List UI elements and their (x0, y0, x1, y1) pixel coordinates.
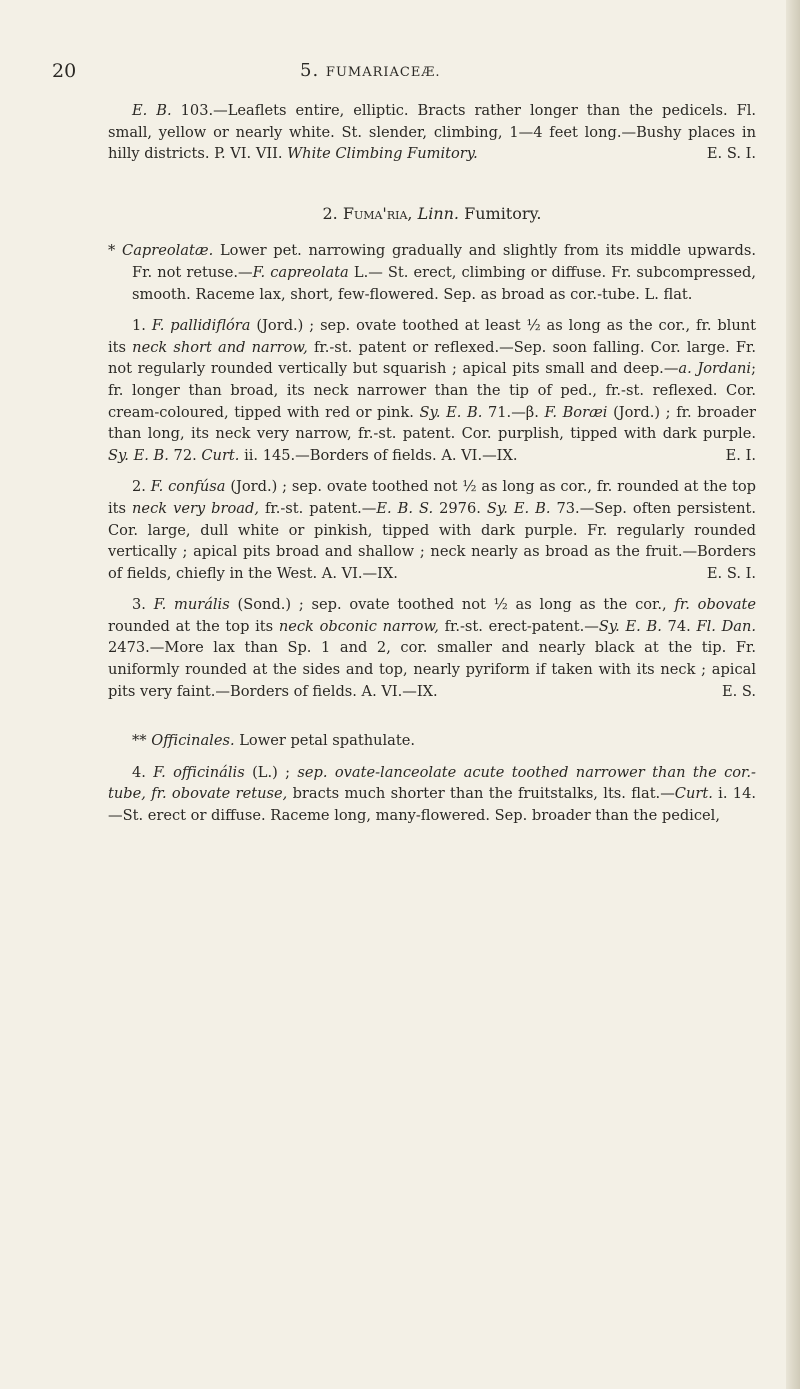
genus-heading (108, 203, 756, 225)
intro-paragraph (108, 100, 756, 165)
species-text: fr.-st. patent.— (264, 499, 377, 517)
species-3 (108, 594, 756, 702)
species-ref: Sy. E. B. (598, 617, 662, 635)
intro-num: 103. (180, 102, 214, 119)
species-fruit: fr. obovate (674, 596, 757, 614)
intro-english-name: White Climbing Fumitory. (287, 145, 478, 163)
species-region: E. S. I. (706, 564, 756, 582)
species-text: fr.-st. patent or reflexed.—Sep. soon falling. Cor. large. Fr. not regularly rounded vertically but squarish ; apical pits small and deep.— (108, 338, 756, 378)
species-text: 71.—β. (487, 403, 539, 421)
running-head-number: 5. (300, 60, 320, 81)
species-ref: Sy. E. B. (486, 499, 551, 517)
section-name: Capreolatæ. (122, 242, 214, 260)
page-edge-shadow (786, 0, 800, 1389)
species-ref: Sy. E. B. (108, 446, 169, 464)
species-4 (108, 762, 756, 827)
species-text: 72. (173, 446, 197, 464)
intro-text: —Leaflets entire, elliptic. Bracts rather longer than the pedicels. Fl. small, yellow or nearly white. St. slender, climbing, 1—4 feet long.—Bushy places in hilly districts. P. VI. VII. (108, 102, 756, 163)
species-text: (Jord.) ; sep. ovate toothed not ½ as long as cor., fr. rounded at the top its (108, 478, 756, 517)
species-num: 3. (132, 596, 146, 614)
species-text: rounded at the top its (108, 617, 274, 635)
body-text (108, 100, 756, 837)
species-2 (108, 476, 756, 584)
section-officinales (108, 730, 756, 752)
section-synonym: F. capreolata (252, 263, 349, 281)
species-text: fr.-st. erect-patent.— (444, 617, 599, 635)
species-num: 4. (132, 763, 146, 781)
section-mark: * (108, 242, 116, 260)
species-text: bracts much shorter than the fruitstalks, lts. flat.— (292, 785, 675, 803)
section-mark: ** (132, 732, 147, 750)
species-ref: Fl. Dan. (696, 617, 757, 635)
species-ref: E. B. S. (376, 499, 434, 517)
section-name: Officinales. (151, 732, 235, 750)
species-neck: neck very broad, (132, 499, 259, 517)
species-description: sep. ovate-lanceolate acute toothed narrower than the cor.-tube, fr. obovate retuse, (108, 763, 756, 803)
species-name: F. confúsa (150, 478, 226, 496)
species-text: ; fr. longer than broad, its neck narrower than the tip of ped., fr.-st. reflexed. Cor. cream-coloured, tipped with red or pink. (108, 360, 756, 421)
genus-author: Linn. (417, 203, 460, 223)
species-name: F. pallidiflóra (151, 317, 251, 335)
genus-english: Fumitory. (464, 203, 542, 223)
species-ref: Curt. (674, 785, 713, 803)
section-text-1: Lower pet. narrowing gradually and slightly from its middle upwards. Fr. not retuse.— (132, 242, 757, 281)
species-neck: neck obconic narrow, (278, 617, 439, 635)
species-text: ii. 145.—Borders of fields. A. VI.—IX. (244, 446, 518, 464)
species-text: (Jord.) ; sep. ovate toothed at least ½ as long as the cor., fr. blunt its (108, 317, 757, 356)
section-text-2: L.— St. erect, climbing or diffuse. Fr. subcompressed, smooth. Raceme lax, short, few-flowered. Sep. as broad as cor.-tube. L. flat. (132, 263, 757, 303)
species-text: (L.) ; (252, 763, 291, 781)
species-1 (108, 315, 756, 466)
genus-num: 2. (322, 203, 338, 223)
species-neck: neck short and narrow, (132, 338, 308, 356)
species-text: 2473.—More lax than Sp. 1 and 2, cor. smaller and nearly black at the tip. Fr. uniformly rounded at the sides and top, nearly pyriform if taken with its neck ; apical pits very faint.—Borders of fields. A. VI.—IX. (108, 639, 756, 700)
species-name: F. murális (153, 596, 230, 614)
variety-a: a. Jordani (678, 360, 752, 378)
page-number: 20 (52, 60, 77, 82)
species-text: 2976. (439, 499, 481, 517)
species-num: 1. (132, 317, 146, 335)
species-ref: Curt. (201, 446, 240, 464)
species-region: E. S. (721, 682, 756, 700)
species-text: 73.—Sep. often persistent. Cor. large, dull white or pinkish, tipped with dark purple. Fr. regularly rounded vertically ; apical pits broad and shallow ; neck nearly as broad as the fruit.—Borders of fields, chiefly in the West. A. VI.—IX. (108, 499, 756, 582)
species-text: i. 14.—St. erect or diffuse. Raceme long, many-flowered. Sep. broader than the pedicel, (108, 785, 757, 825)
variety-b: F. Boræi (544, 403, 608, 421)
species-name: F. officinális (153, 763, 245, 781)
section-capreolatae (108, 240, 756, 305)
section-text: Lower petal spathulate. (239, 732, 416, 750)
species-ref: Sy. E. B. (419, 403, 483, 421)
genus-name: Fuma'ria, (342, 203, 413, 223)
running-head-title: FUMARIACEÆ. (325, 65, 441, 80)
species-text: (Sond.) ; sep. ovate toothed not ½ as long as the cor., (237, 596, 667, 614)
intro-ref: E. B. (132, 102, 172, 119)
intro-region: E. S. I. (706, 145, 756, 163)
species-text: (Jord.) ; fr. broader than long, its neck very narrow, fr.-st. patent. Cor. purplish, tipped with dark purple. (108, 403, 756, 443)
species-num: 2. (132, 478, 146, 496)
species-region: E. I. (725, 446, 756, 464)
species-text: 74. (667, 617, 691, 635)
running-head (300, 60, 441, 81)
